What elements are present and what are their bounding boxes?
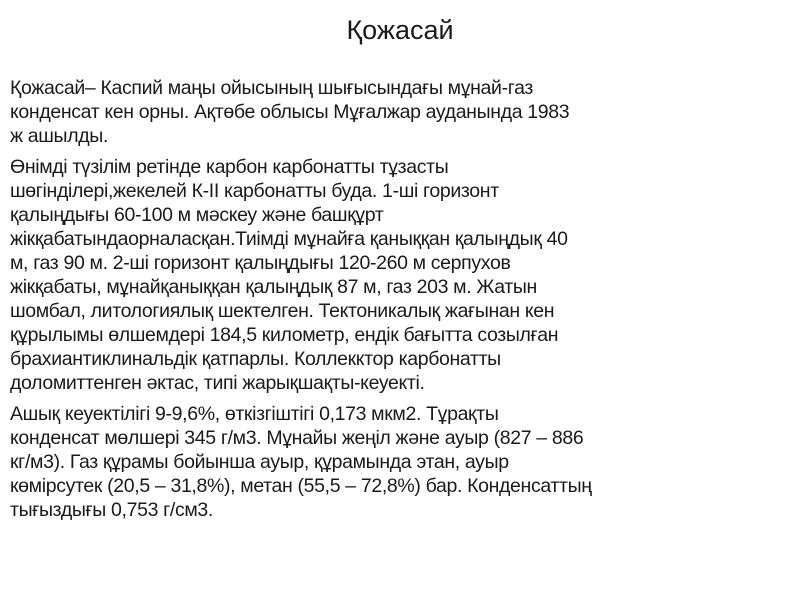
slide-title: Қожасай: [346, 15, 454, 45]
paragraph-intro: Қожасай– Каспий маңы ойысының шығысындағы мұнай-газ конденсат кен орны. Ақтөбе облысы Мұғалжар ауданында 1983 ж ашылды.: [10, 77, 570, 147]
paragraph-geology: Өнімді түзілім ретінде карбон карбонатты тұзасты шөгінділері,жекелей К-ІІ карбонатты буда. 1-ші горизонт қалыңдығы 60-100 м мәскеу және башқұрт жікқабатындаорналасқан.Тиімді мұнайға қаныққан қалыңдық 40 м, газ 90 м. 2-ші горизонт қалыңдығы 120-260 м серпухов жікқабаты, мұнайқаныққан қалыңдық 87 м, газ 203 м. Жатын шомбал, литологиялық шектелген. Тектоникалық жағынан кен құрылымы өлшемдері 184,5 километр, ендік бағытта созылған брахиантиклинальдік қатпарлы. Коллекктор карбонатты доломиттенген әктас, типі жарықшақты-кеуекті.: [10, 156, 568, 394]
paragraph-properties: Ашық кеуектілігі 9-9,6%, өткізгіштігі 0,173 мкм2. Тұрақты конденсат мөлшері 345 г/м3. Мұнайы жеңіл және ауыр (827 – 886 кг/м3). Газ құрамы бойынша ауыр, құрамында этан, ауыр көмірсутек (20,5 – 31,8%), метан (55,5 – 72,8%) бар. Конденсаттың тығыздығы 0,753 г/см3.: [10, 403, 592, 521]
slide-body: [10, 76, 794, 529]
